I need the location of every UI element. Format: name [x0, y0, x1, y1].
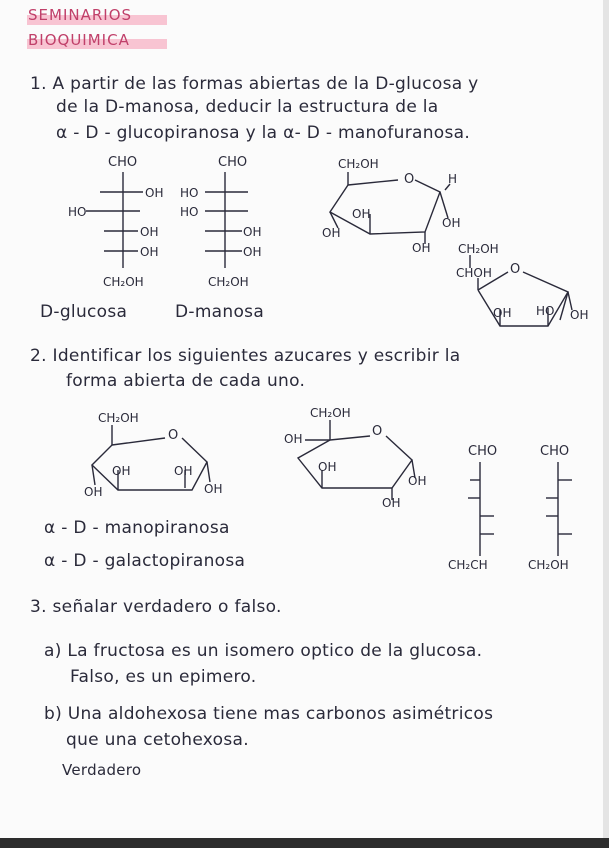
glucosa-ch2oh: CH₂OH — [103, 275, 144, 289]
page-edge-shadow — [603, 0, 609, 848]
fischer2-bottom: CH₂OH — [528, 558, 569, 572]
furanose-choh: CHOH — [456, 266, 492, 280]
ring1-oh-a: OH — [112, 464, 131, 478]
glucosa-cho: CHO — [108, 155, 138, 170]
pyranose-ring-lines — [330, 172, 450, 244]
fischer2-cho: CHO — [540, 444, 570, 459]
fischer2-lines — [546, 462, 572, 556]
header-bioquimica: BIOQUIMICA — [28, 31, 130, 49]
fischer1-lines — [468, 462, 494, 556]
fischer1-cho: CHO — [468, 444, 498, 459]
q3-b-line-2: que una cetohexosa. — [66, 730, 249, 750]
ring2-oh-b: OH — [318, 460, 337, 474]
glucosa-name: D-glucosa — [40, 302, 128, 322]
pyranose-h: H — [448, 172, 458, 186]
q3-b-answer: Verdadero — [62, 761, 142, 779]
pyranose-o: O — [404, 172, 415, 187]
bottom-dark-edge — [0, 838, 609, 848]
manosa-cho: CHO — [218, 155, 248, 170]
manosa-name: D-manosa — [175, 302, 265, 322]
furanose-ho: HO — [536, 304, 555, 318]
ring1-oh-c: OH — [84, 485, 103, 499]
ring2-o: O — [372, 424, 383, 439]
furanose-oh1: OH — [493, 306, 512, 320]
ring1-ch2oh: CH₂OH — [98, 411, 139, 425]
q2-line-1: 2. Identificar los siguientes azucares y escribir la — [30, 346, 461, 366]
manosa-row4: OH — [243, 245, 262, 259]
furanose-o: O — [510, 262, 521, 277]
glucosa-row3: OH — [140, 225, 159, 239]
pyranose-oh-left: OH — [322, 226, 341, 240]
q2-answer-1: α - D - manopiranosa — [44, 518, 230, 538]
ring2-oh-d: OH — [382, 496, 401, 510]
pyranose-oh-inner: OH — [352, 207, 371, 221]
q1-line-3: α - D - glucopiranosa y la α- D - manofuranosa. — [56, 123, 471, 143]
header-seminarios: SEMINARIOS — [28, 6, 133, 24]
manosa-row2: HO — [180, 205, 199, 219]
manosa-row1: HO — [180, 186, 199, 200]
ring1-o: O — [168, 428, 179, 443]
q3-title: 3. señalar verdadero o falso. — [30, 597, 282, 617]
furanose-oh2: OH — [570, 308, 589, 322]
ring2-oh-c: OH — [408, 474, 427, 488]
q2-answer-2: α - D - galactopiranosa — [44, 551, 246, 571]
pyranose-oh-right: OH — [442, 216, 461, 230]
glucosa-fischer-lines — [86, 172, 143, 268]
q1-line-2: de la D-manosa, deducir la estructura de la — [56, 97, 439, 117]
glucosa-row1: OH — [145, 186, 164, 200]
q3-b-line-1: b) Una aldohexosa tiene mas carbonos asimétricos — [44, 704, 494, 724]
ring2-lines — [298, 420, 415, 500]
pyranose-ch2oh: CH₂OH — [338, 157, 379, 171]
manosa-fischer-lines — [205, 172, 248, 268]
q1-line-1: 1. A partir de las formas abiertas de la D-glucosa y — [30, 74, 479, 94]
ring2-oh-a: OH — [284, 432, 303, 446]
q2-line-2: forma abierta de cada uno. — [66, 371, 306, 391]
glucosa-row4: OH — [140, 245, 159, 259]
ring1-lines — [92, 425, 210, 490]
furanose-ring-lines — [470, 255, 572, 326]
ring2-ch2oh: CH₂OH — [310, 406, 351, 420]
manosa-row3: OH — [243, 225, 262, 239]
ring1-oh-b: OH — [174, 464, 193, 478]
glucosa-row2: HO — [68, 205, 87, 219]
pyranose-oh-bottom: OH — [412, 241, 431, 255]
fischer1-bottom: CH₂CH — [448, 558, 488, 572]
q3-a-answer: Falso, es un epimero. — [70, 667, 257, 687]
ring1-oh-d: OH — [204, 482, 223, 496]
furanose-ch2oh: CH₂OH — [458, 242, 499, 256]
manosa-ch2oh: CH₂OH — [208, 275, 249, 289]
q3-a-line: a) La fructosa es un isomero optico de la glucosa. — [44, 641, 483, 661]
